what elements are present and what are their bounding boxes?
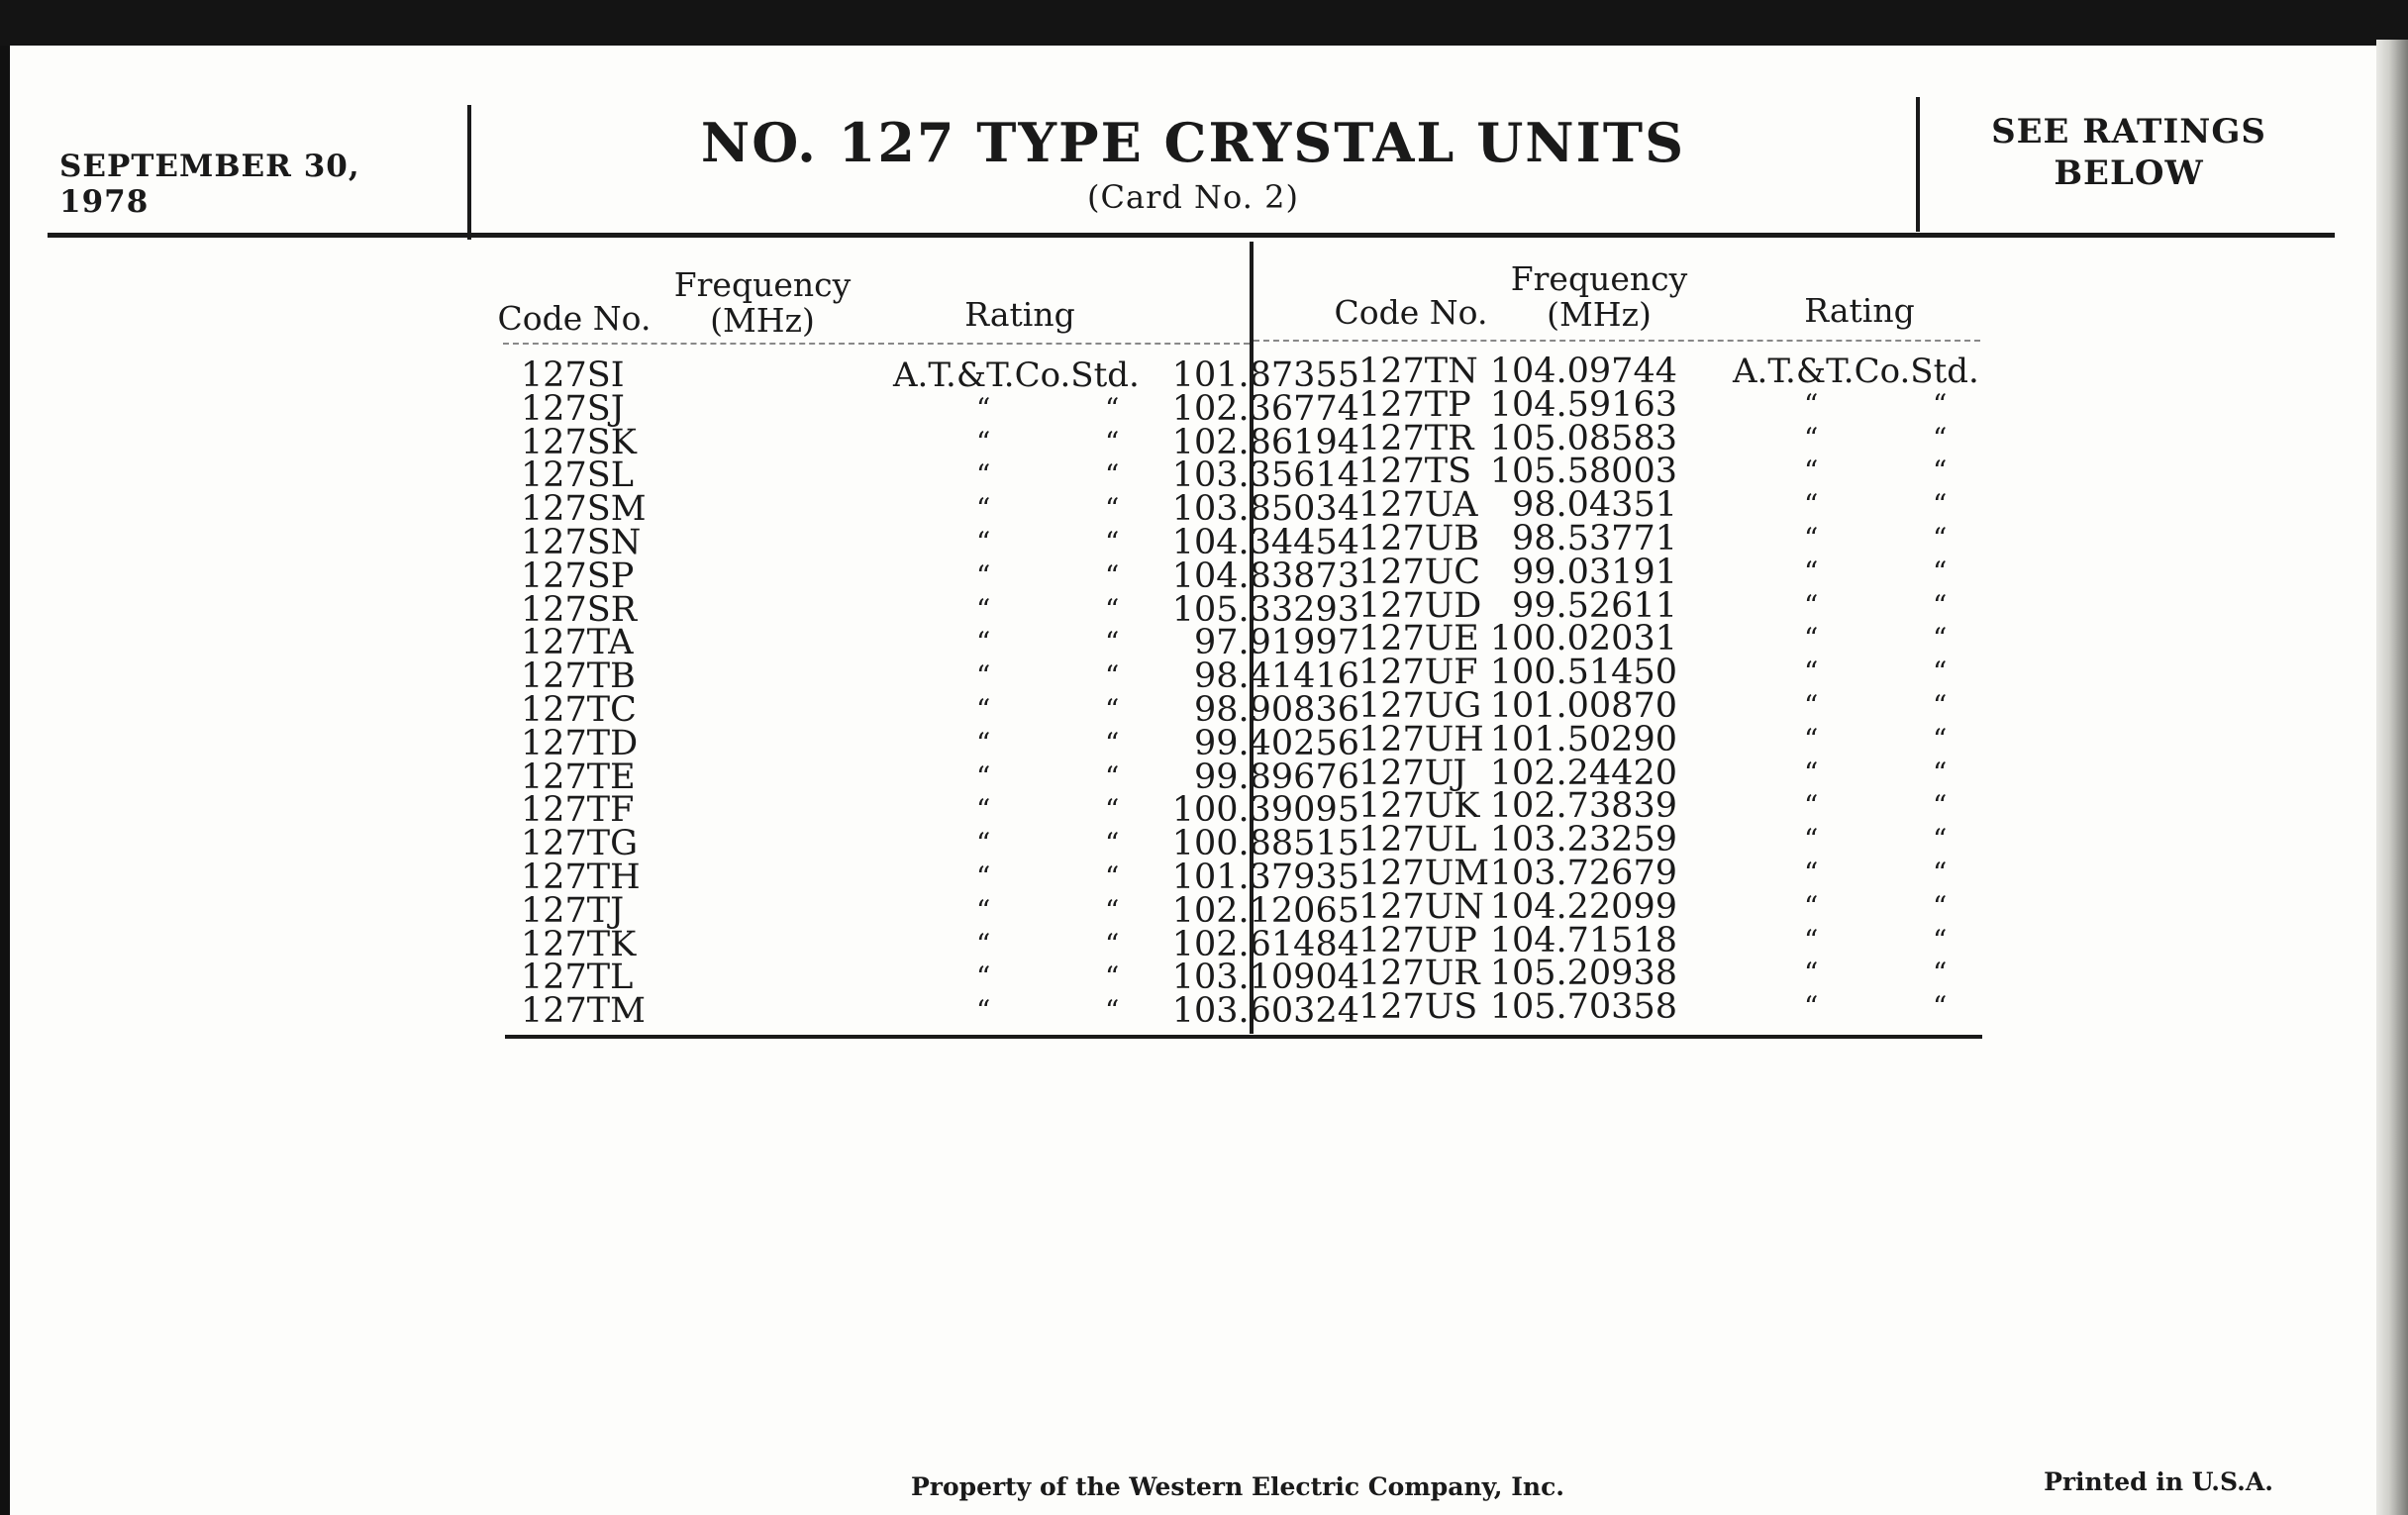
ditto-mark: “ [1804,889,1819,923]
table-row [521,355,1359,395]
code-cell: 127TR [1358,418,1474,458]
ditto-mark: “ [976,859,991,893]
code-cell: 127SN [521,522,642,562]
table-row [521,924,1359,964]
right-code-header: Code No. [1334,293,1488,332]
ditto-mark: “ [1804,622,1819,656]
header-rule [48,233,2335,238]
ditto-mark: “ [1804,521,1819,555]
table-row [521,958,1359,998]
ditto-mark: “ [976,458,991,492]
ditto-mark: “ [1105,525,1120,558]
frequency-cell: 104.34454 [1171,522,1359,562]
code-cell: 127TL [521,958,634,998]
ditto-mark: “ [1105,960,1120,994]
ditto-mark: “ [976,391,991,425]
ditto-mark: “ [1804,488,1819,522]
ditto-mark: “ [1105,692,1120,726]
code-cell: 127TJ [521,890,625,931]
right-table [1358,352,1982,1028]
ditto-mark: “ [976,927,991,960]
code-cell: 127SR [521,589,638,630]
ditto-mark: “ [976,592,991,626]
table-row [1358,786,1982,827]
frequency-cell: 101.00870 [1489,685,1677,726]
left-header-rule [503,343,1250,345]
frequency-cell: 103.60324 [1171,991,1359,1032]
right-frequency-header [1490,261,1708,333]
table-row [521,422,1359,462]
left-code-header: Code No. [497,299,652,338]
table-row [1358,518,1982,558]
ditto-mark: “ [1933,923,1948,957]
table-row [1358,685,1982,726]
table-row [521,689,1359,730]
table-row [521,522,1359,562]
ditto-mark: “ [1105,726,1120,759]
ditto-mark: “ [976,994,991,1028]
ditto-mark: “ [1933,454,1948,488]
frequency-cell: 102.73839 [1489,786,1677,827]
ditto-mark: “ [1105,859,1120,893]
code-cell: 127TG [521,824,639,864]
table-row [521,388,1359,429]
ditto-mark: “ [1804,990,1819,1024]
frequency-cell: 104.71518 [1489,920,1677,960]
rating-cell: A.T.&T.Co.Std. [893,355,1140,395]
ditto-mark: “ [1804,856,1819,889]
code-cell: 127TN [1358,352,1478,391]
table-row [1358,418,1982,458]
ditto-mark: “ [1105,659,1120,693]
ditto-mark: “ [1105,827,1120,860]
ditto-mark: “ [1105,458,1120,492]
ditto-mark: “ [976,692,991,726]
ditto-mark: “ [1804,454,1819,488]
code-cell: 127UG [1358,685,1482,726]
code-cell: 127UL [1358,820,1477,860]
right-header-rule [1254,340,1980,342]
frequency-cell: 102.12065 [1171,890,1359,931]
left-frequency-header-line2: (MHz) [710,301,815,340]
frequency-cell: 105.08583 [1489,418,1677,458]
rating-cell: A.T.&T.Co.Std. [1733,352,1979,391]
frequency-cell: 101.50290 [1489,719,1677,759]
ditto-mark: “ [1105,793,1120,827]
code-cell: 127UR [1358,954,1480,994]
table-row [1358,820,1982,860]
code-cell: 127UN [1358,886,1484,927]
table-row [1358,987,1982,1028]
ditto-mark: “ [976,726,991,759]
table-row [1358,619,1982,659]
ditto-mark: “ [1933,789,1948,823]
left-rating-header: Rating [964,295,1075,334]
code-cell: 127TH [521,857,641,897]
table-row [1358,886,1982,927]
ditto-mark: “ [976,492,991,526]
ditto-mark: “ [1933,521,1948,555]
code-cell: 127TM [521,991,646,1032]
ditto-mark: “ [1933,957,1948,990]
table-row [1358,853,1982,893]
code-cell: 127TP [1358,384,1471,425]
frequency-cell: 104.22099 [1489,886,1677,927]
ditto-mark: “ [976,793,991,827]
table-row [1358,653,1982,693]
code-cell: 127SI [521,355,625,395]
scan-background-top [0,0,2408,46]
ditto-mark: “ [1933,622,1948,656]
header-divider-right [1916,97,1920,232]
code-cell: 127SK [521,422,637,462]
ditto-mark: “ [1933,387,1948,421]
ditto-mark: “ [1933,856,1948,889]
table-row [521,656,1359,697]
ditto-mark: “ [1804,555,1819,588]
property-notice: Property of the Western Electric Company, Inc. [910,1472,1564,1501]
ditto-mark: “ [1105,425,1120,458]
code-cell: 127SJ [521,388,625,429]
table-row [521,857,1359,897]
table-row [521,757,1359,797]
code-cell: 127UE [1358,619,1479,659]
page-title: NO. 127 TYPE CRYSTAL UNITS [700,111,1686,174]
table-row [1358,552,1982,592]
table-row [1358,920,1982,960]
table-row [521,589,1359,630]
ditto-mark: “ [1105,893,1120,927]
frequency-cell: 105.20938 [1489,954,1677,994]
frequency-cell: 100.39095 [1171,790,1359,831]
table-row [1358,719,1982,759]
table-row [521,623,1359,663]
table-row [1358,585,1982,626]
ratings-note-line1: SEE RATINGS [1991,112,2266,152]
ditto-mark: “ [1933,588,1948,622]
ditto-mark: “ [1105,626,1120,659]
ditto-mark: “ [1933,688,1948,722]
ditto-mark: “ [1804,688,1819,722]
frequency-cell: 103.85034 [1171,489,1359,530]
frequency-cell: 103.35614 [1171,455,1359,496]
table-row [521,790,1359,831]
ditto-mark: “ [976,558,991,592]
code-cell: 127UP [1358,920,1477,960]
ditto-mark: “ [1804,756,1819,789]
ditto-mark: “ [1933,722,1948,756]
code-cell: 127US [1358,987,1478,1028]
table-row [521,723,1359,763]
code-cell: 127TK [521,924,637,964]
table-row [521,556,1359,596]
frequency-cell: 103.72679 [1489,853,1677,893]
frequency-cell: 98.04351 [1511,485,1677,526]
code-cell: 127SM [521,489,647,530]
table-row [521,991,1359,1032]
frequency-cell: 98.41416 [1193,656,1359,697]
ditto-mark: “ [976,759,991,793]
ditto-mark: “ [1933,756,1948,789]
code-cell: 127UA [1358,485,1478,526]
card-number: (Card No. 2) [1087,178,1299,216]
frequency-cell: 102.24420 [1489,753,1677,793]
code-cell: 127UK [1358,786,1480,827]
code-cell: 127UC [1358,552,1481,592]
ratings-note-line2: BELOW [2054,153,2204,193]
table-row [521,455,1359,496]
ditto-mark: “ [976,425,991,458]
left-frequency-header [653,267,871,339]
right-frequency-header-line1: Frequency [1510,259,1688,298]
ditto-mark: “ [1105,994,1120,1028]
code-cell: 127UB [1358,518,1480,558]
frequency-cell: 101.37935 [1171,857,1359,897]
frequency-cell: 101.87355 [1171,355,1359,395]
ditto-mark: “ [1804,722,1819,756]
ditto-mark: “ [1804,957,1819,990]
card-edge-shadow [2376,40,2408,1515]
code-cell: 127UD [1358,585,1482,626]
ditto-mark: “ [1933,823,1948,857]
frequency-cell: 99.89676 [1193,757,1359,797]
ditto-mark: “ [1933,889,1948,923]
table-row [1358,452,1982,492]
ditto-mark: “ [1804,789,1819,823]
table-row [1358,485,1982,526]
code-cell: 127SP [521,556,635,596]
code-cell: 127UJ [1358,753,1467,793]
ditto-mark: “ [1804,656,1819,689]
table-row [1358,384,1982,425]
frequency-cell: 102.61484 [1171,924,1359,964]
printed-in-notice: Printed in U.S.A. [2044,1467,2273,1496]
ditto-mark: “ [1804,923,1819,957]
ditto-mark: “ [1804,588,1819,622]
right-frequency-header-line2: (MHz) [1547,295,1652,334]
frequency-cell: 99.40256 [1193,723,1359,763]
table-row [521,890,1359,931]
table-row [521,824,1359,864]
ditto-mark: “ [1105,391,1120,425]
frequency-cell: 98.90836 [1193,689,1359,730]
code-cell: 127UM [1358,853,1490,893]
code-cell: 127TA [521,623,634,663]
code-cell: 127TF [521,790,635,831]
issue-date: SEPTEMBER 30, 1978 [59,149,360,220]
ratings-note [1931,111,2327,194]
code-cell: 127UH [1358,719,1484,759]
ditto-mark: “ [1933,656,1948,689]
right-rating-header: Rating [1804,291,1915,330]
ditto-mark: “ [1933,488,1948,522]
left-frequency-header-line1: Frequency [673,265,852,304]
frequency-cell: 105.33293 [1171,589,1359,630]
ditto-mark: “ [976,525,991,558]
frequency-cell: 104.09744 [1489,352,1677,391]
ditto-mark: “ [1105,558,1120,592]
ditto-mark: “ [1105,759,1120,793]
frequency-cell: 99.03191 [1511,552,1677,592]
code-cell: 127TC [521,689,637,730]
left-table [521,355,1359,1032]
frequency-cell: 98.53771 [1511,518,1677,558]
frequency-cell: 104.83873 [1171,556,1359,596]
ditto-mark: “ [976,960,991,994]
ditto-mark: “ [1933,421,1948,454]
frequency-cell: 105.58003 [1489,452,1677,492]
ditto-mark: “ [1105,592,1120,626]
frequency-cell: 103.23259 [1489,820,1677,860]
ditto-mark: “ [976,827,991,860]
ditto-mark: “ [1105,927,1120,960]
table-bottom-rule [505,1035,1982,1039]
frequency-cell: 105.70358 [1489,987,1677,1028]
frequency-cell: 102.36774 [1171,388,1359,429]
frequency-cell: 102.86194 [1171,422,1359,462]
code-cell: 127SL [521,455,635,496]
ditto-mark: “ [976,626,991,659]
table-row [1358,753,1982,793]
frequency-cell: 97.91997 [1193,623,1359,663]
table-row [1358,954,1982,994]
frequency-cell: 104.59163 [1489,384,1677,425]
code-cell: 127TD [521,723,639,763]
frequency-cell: 103.10904 [1171,958,1359,998]
ditto-mark: “ [1804,823,1819,857]
frequency-cell: 100.88515 [1171,824,1359,864]
ditto-mark: “ [1804,421,1819,454]
ditto-mark: “ [1105,492,1120,526]
ditto-mark: “ [1804,387,1819,421]
code-cell: 127TS [1358,452,1472,492]
ditto-mark: “ [1933,555,1948,588]
ditto-mark: “ [976,893,991,927]
ditto-mark: “ [1933,990,1948,1024]
ditto-mark: “ [976,659,991,693]
table-row [521,489,1359,530]
frequency-cell: 100.02031 [1489,619,1677,659]
frequency-cell: 99.52611 [1511,585,1677,626]
table-row [1358,352,1982,391]
code-cell: 127TB [521,656,636,697]
code-cell: 127TE [521,757,636,797]
code-cell: 127UF [1358,653,1478,693]
frequency-cell: 100.51450 [1489,653,1677,693]
